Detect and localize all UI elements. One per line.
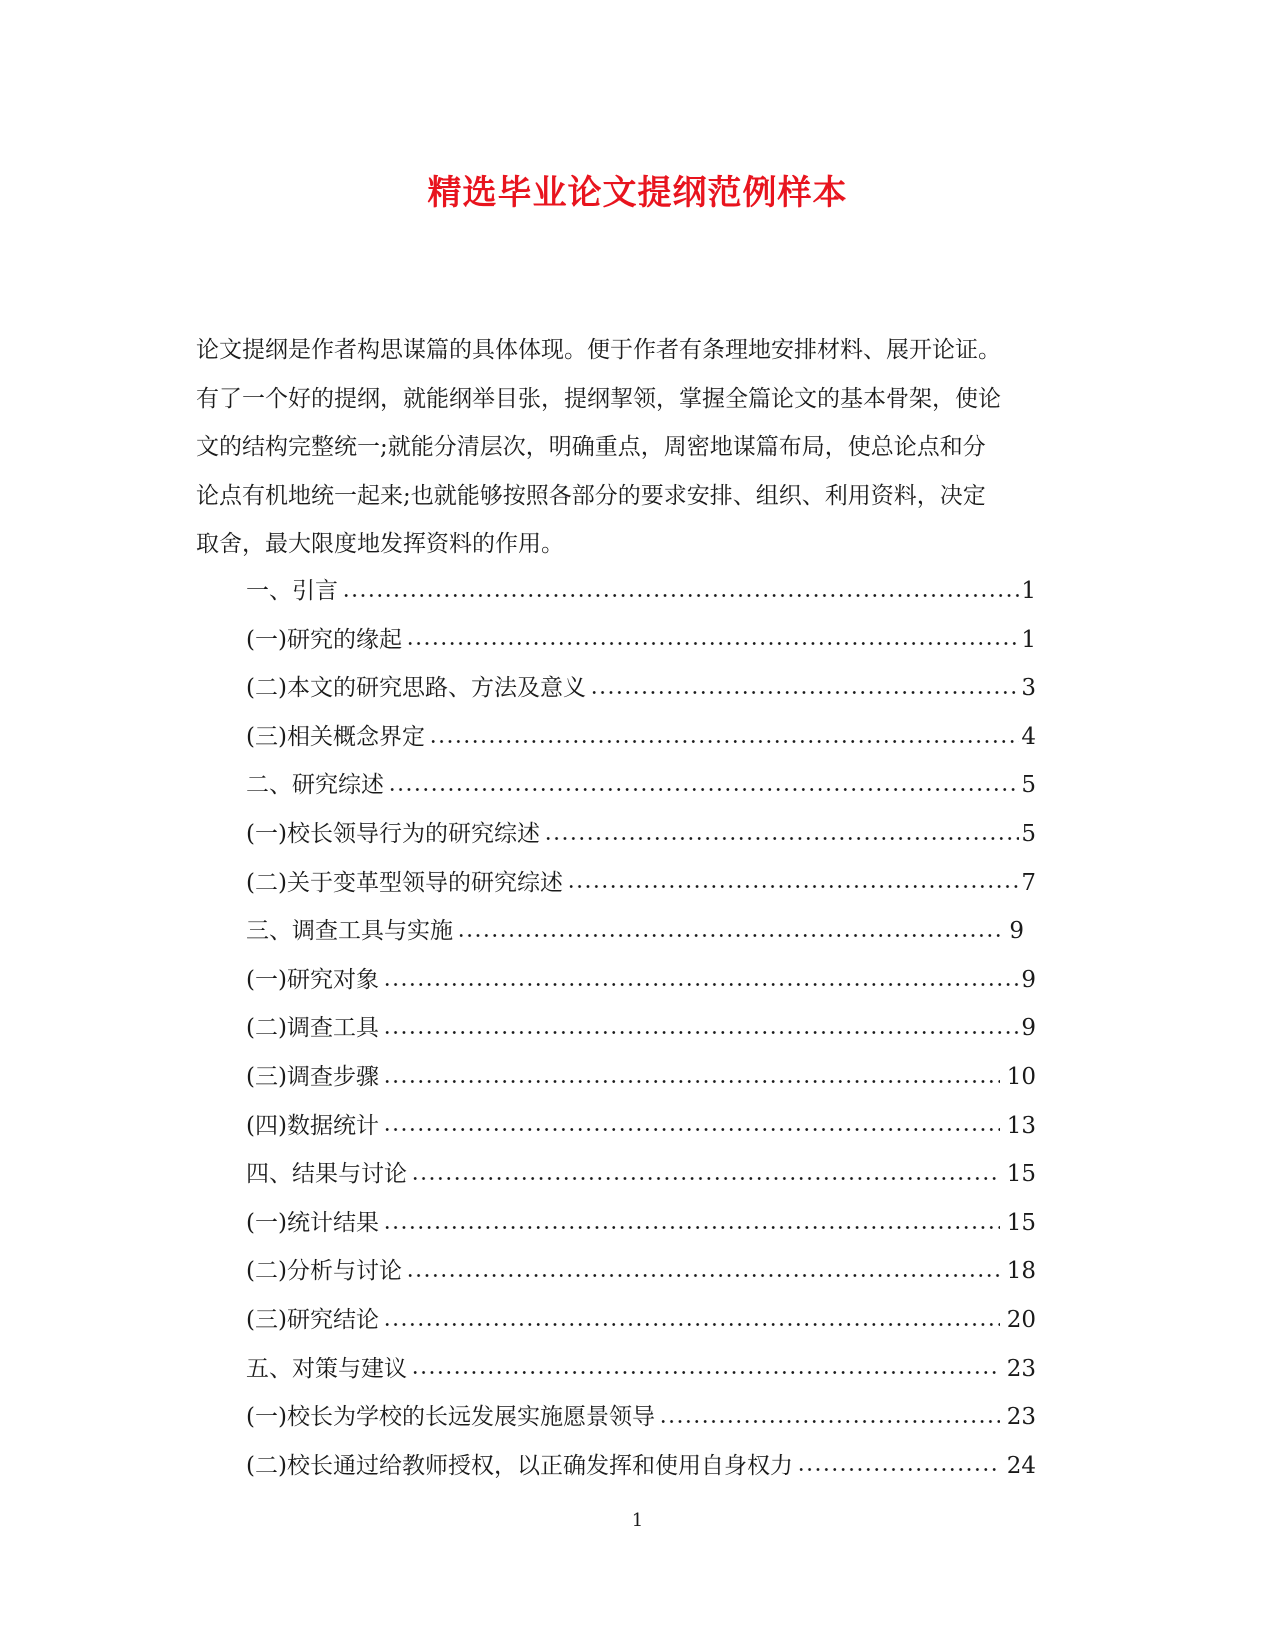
toc-item-page: 20 bbox=[1006, 1306, 1036, 1333]
toc-item bbox=[246, 761, 1036, 810]
toc-item-page: 24 bbox=[1006, 1452, 1036, 1479]
toc-dot-leader bbox=[383, 983, 1019, 986]
toc-item-label: (三)研究结论 bbox=[246, 1296, 381, 1345]
toc-item bbox=[246, 1393, 1036, 1442]
toc-item bbox=[246, 1296, 1036, 1345]
toc-item bbox=[246, 907, 1036, 956]
toc-item bbox=[246, 859, 1036, 908]
toc-item-label: 五、对策与建议 bbox=[246, 1345, 409, 1394]
toc-item bbox=[246, 1150, 1036, 1199]
toc-item-page: 4 bbox=[1021, 723, 1036, 750]
toc-item bbox=[246, 1247, 1036, 1296]
toc-item-page: 7 bbox=[1021, 869, 1036, 896]
intro-line: 论点有机地统一起来;也就能够按照各部分的要求安排、组织、利用资料，决定 bbox=[196, 482, 986, 509]
intro-line: 论文提纲是作者构思谋篇的具体体现。便于作者有条理地安排材料、展开论证。 bbox=[196, 337, 1001, 363]
toc-item bbox=[246, 1053, 1036, 1102]
toc-dot-leader bbox=[342, 594, 1019, 597]
toc-dot-leader bbox=[406, 1274, 1000, 1277]
toc-dot-leader bbox=[406, 642, 1019, 645]
toc-item bbox=[246, 1102, 1036, 1151]
toc-item-label: (一)统计结果 bbox=[246, 1199, 381, 1248]
toc-item bbox=[246, 1199, 1036, 1248]
toc-item-label: (三)相关概念界定 bbox=[246, 713, 427, 762]
toc-item-label: 一、引言 bbox=[246, 567, 340, 616]
toc-item-label: (二)校长通过给教师授权，以正确发挥和使用自身权力 bbox=[246, 1442, 795, 1491]
intro-line: 取舍，最大限度地发挥资料的作用。 bbox=[196, 531, 564, 558]
document-title: 精选毕业论文提纲范例样本 bbox=[427, 173, 848, 213]
toc-item bbox=[246, 1442, 1036, 1491]
toc-dot-leader bbox=[388, 788, 1019, 791]
toc-dot-leader bbox=[544, 837, 1019, 840]
toc-item-label: 四、结果与讨论 bbox=[246, 1150, 409, 1199]
toc-item-page: 15 bbox=[1006, 1161, 1036, 1188]
toc-item-page: 13 bbox=[1006, 1112, 1036, 1139]
toc-item-label: (二)调查工具 bbox=[246, 1004, 381, 1053]
toc-item-page: 10 bbox=[1006, 1063, 1036, 1090]
toc-item-page: 15 bbox=[1006, 1209, 1036, 1236]
toc-item-label: (二)本文的研究思路、方法及意义 bbox=[246, 664, 588, 713]
toc-dot-leader bbox=[590, 691, 1019, 694]
toc-dot-leader bbox=[429, 740, 1019, 743]
toc-dot-leader bbox=[659, 1420, 1000, 1423]
toc-item-label: (一)研究对象 bbox=[246, 956, 381, 1005]
toc-dot-leader bbox=[567, 885, 1019, 888]
toc-item bbox=[246, 1345, 1036, 1394]
toc-item bbox=[246, 956, 1036, 1005]
toc-dot-leader bbox=[383, 1080, 1000, 1083]
toc-item-page: 23 bbox=[1006, 1404, 1036, 1431]
toc-item bbox=[246, 616, 1036, 665]
toc-item bbox=[246, 664, 1036, 713]
toc-item-label: 三、调查工具与实施 bbox=[246, 907, 455, 956]
toc-item-label: (四)数据统计 bbox=[246, 1102, 381, 1151]
intro-line: 有了一个好的提纲，就能纲举目张，提纲挈领，掌握全篇论文的基本骨架，使论 bbox=[196, 385, 1001, 412]
toc-dot-leader bbox=[383, 1031, 1019, 1034]
intro-line: 文的结构完整统一;就能分清层次，明确重点，周密地谋篇布局，使总论点和分 bbox=[196, 434, 986, 461]
toc-dot-leader bbox=[797, 1468, 1000, 1471]
page-number: 1 bbox=[631, 1510, 644, 1531]
toc-item-page: 9 bbox=[1021, 966, 1036, 993]
toc-item-label: (一)研究的缘起 bbox=[246, 616, 404, 665]
toc-dot-leader bbox=[383, 1226, 1000, 1229]
toc-dot-leader bbox=[383, 1128, 1000, 1131]
toc-item-label: (一)校长为学校的长远发展实施愿景领导 bbox=[246, 1393, 657, 1442]
toc-dot-leader bbox=[411, 1371, 1000, 1374]
toc-item-page: 9 bbox=[1021, 1015, 1036, 1042]
toc-item-page: 18 bbox=[1006, 1258, 1036, 1285]
toc-item bbox=[246, 567, 1036, 616]
toc-item bbox=[246, 713, 1036, 762]
toc-item-page: 3 bbox=[1021, 675, 1036, 702]
toc-item-label: 二、研究综述 bbox=[246, 761, 386, 810]
toc-item bbox=[246, 810, 1036, 859]
toc-item-label: (二)分析与讨论 bbox=[246, 1247, 404, 1296]
toc-item-page: 1 bbox=[1021, 626, 1036, 653]
toc-item-page: 23 bbox=[1006, 1355, 1036, 1382]
toc-item bbox=[246, 1004, 1036, 1053]
toc-item-page: 1 bbox=[1021, 578, 1036, 604]
toc-item-page: 9 bbox=[1009, 918, 1024, 945]
toc-item-page: 5 bbox=[1021, 772, 1036, 799]
toc-item-page: 5 bbox=[1021, 820, 1036, 847]
table-of-contents bbox=[246, 567, 1036, 1490]
toc-dot-leader bbox=[383, 1323, 1000, 1326]
toc-dot-leader bbox=[411, 1177, 1000, 1180]
toc-dot-leader bbox=[457, 934, 1001, 937]
toc-item-label: (二)关于变革型领导的研究综述 bbox=[246, 859, 565, 908]
intro-paragraph bbox=[196, 326, 1076, 569]
toc-item-label: (一)校长领导行为的研究综述 bbox=[246, 810, 542, 859]
toc-item-label: (三)调查步骤 bbox=[246, 1053, 381, 1102]
